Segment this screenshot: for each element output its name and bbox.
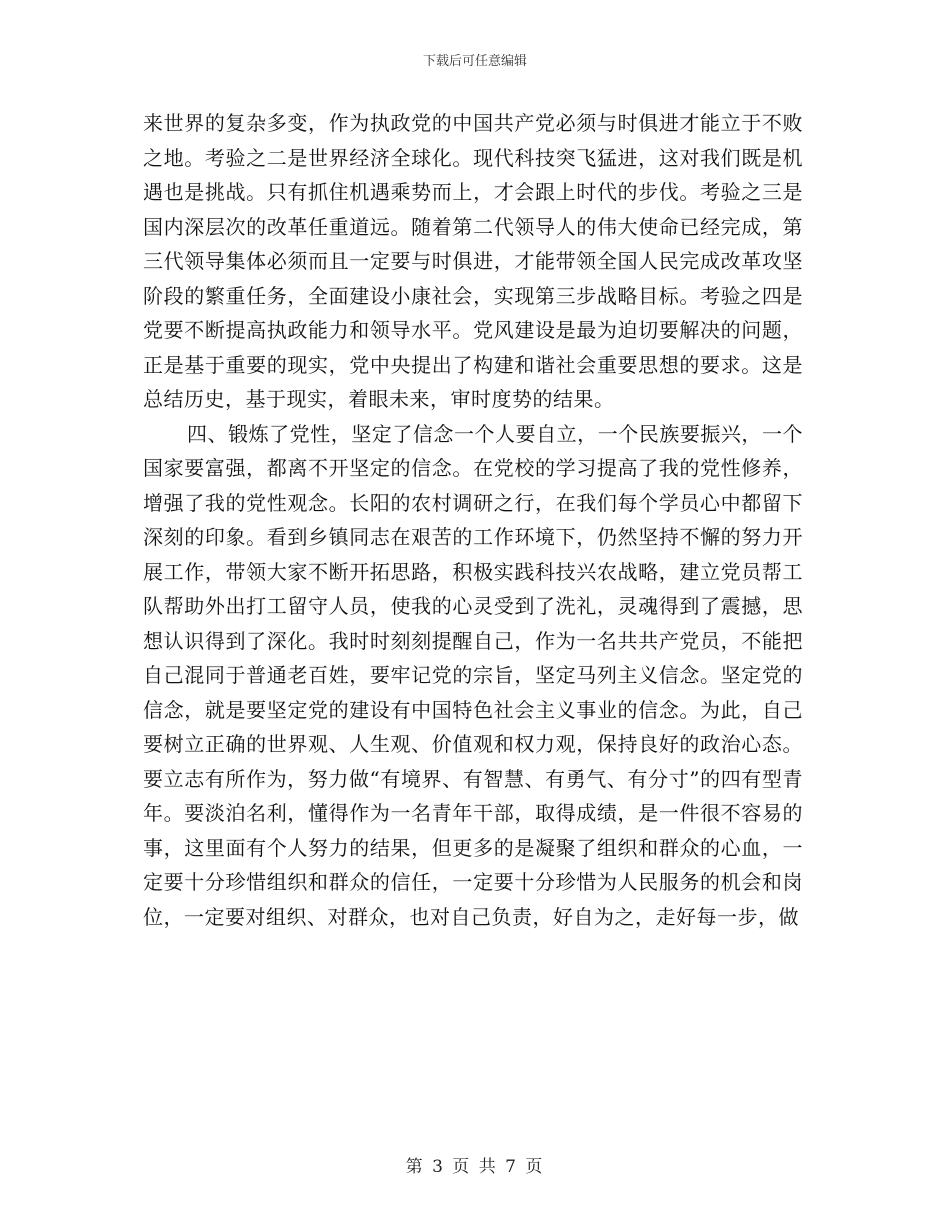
paragraph-continued: 来世界的复杂多变，作为执政党的中国共产党必须与时俱进才能立于不败之地。考验之二是世界经济全球化。现代科技突飞猛进，这对我们既是机遇也是挑战。只有抓住机遇乘势而上，才会跟上时代的步伐。考验之三是国内深层次的改革任重道远。随着第二代领导人的伟大使命已经完成，第三代领导集体必须而且一定要与时俱进，才能带领全国人民完成改革攻坚阶段的繁重任务，全面建设小康社会，实现第三步战略目标。考验之四是党要不断提高执政能力和领导水平。党风建设是最为迫切要解决的问题，正是基于重要的现实，党中央提出了构建和谐社会重要思想的要求。这是总结历史，基于现实，着眼未来，审时度势的结果。 <box>143 111 803 411</box>
footer-di: 第 <box>405 1157 425 1177</box>
footer-ye-2: 页 <box>525 1157 545 1177</box>
page-header-note <box>0 50 950 69</box>
paragraph-section-four: 四、锻炼了党性，坚定了信念一个人要自立，一个民族要振兴，一个国家要富强，都离不开坚定的信念。在党校的学习提高了我的党性修养，增强了我的党性观念。长阳的农村调研之行，在我们每个学员心中都留下深刻的印象。看到乡镇同志在艰苦的工作环境下，仍然坚持不懈的努力开展工作，带领大家不断开拓思路，积极实践科技兴农战略，建立党员帮工队帮助外出打工留守人员，使我的心灵受到了洗礼，灵魂得到了震撼，思想认识得到了深化。我时时刻刻提醒自己，作为一名共共产党员，不能把自己混同于普通老百姓，要牢记党的宗旨，坚定马列主义信念。坚定党的信念，就是要坚定党的建设有中国特色社会主义事业的信念。为此，自己要树立正确的世界观、人生观、价值观和权力观，保持良好的政治心态。要立志有所作为，努力做“有境界、有智慧、有勇气、有分寸”的四有型青年。要淡泊名利，懂得作为一名青年干部，取得成绩，是一件很不容易的事，这里面有个人努力的结果，但更多的是凝聚了组织和群众的心血，一定要十分珍惜组织和群众的信任，一定要十分珍惜为人民服务的机会和岗位，一定要对组织、对群众，也对自己负责，好自为之，走好每一步，做 <box>143 421 803 929</box>
footer-total-pages: 7 <box>505 1157 518 1177</box>
header-note-text: 下载后可任意编辑 <box>422 54 527 69</box>
footer-current-page: 3 <box>432 1157 445 1177</box>
footer-gong: 共 <box>478 1157 498 1177</box>
document-body <box>143 106 803 934</box>
page-number-footer <box>0 1152 950 1177</box>
footer-ye: 页 <box>452 1157 472 1177</box>
